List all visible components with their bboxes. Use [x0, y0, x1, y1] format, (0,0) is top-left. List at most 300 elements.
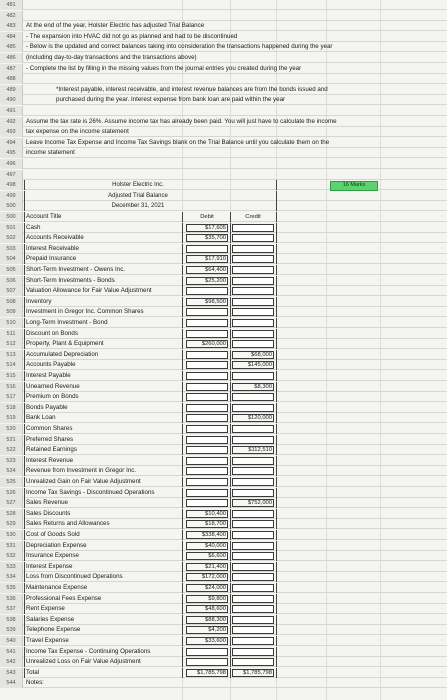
credit-input[interactable]	[232, 563, 274, 571]
sheet-row	[0, 254, 447, 264]
row-number[interactable]: 514	[0, 360, 23, 370]
debit-input[interactable]	[186, 245, 228, 253]
debit-input[interactable]	[186, 467, 228, 475]
account-title: Accumulated Depreciation	[26, 350, 99, 358]
sheet-row	[0, 498, 447, 508]
sheet-row	[0, 32, 447, 42]
debit-input[interactable]	[186, 287, 228, 295]
account-title: Unrealized Gain on Fair Value Adjustment	[26, 478, 141, 485]
debit-input[interactable]	[186, 425, 228, 433]
table-border	[24, 382, 25, 392]
row-number[interactable]: 539	[0, 625, 23, 635]
row-number[interactable]: 510	[0, 318, 23, 328]
table-border	[24, 223, 25, 233]
account-title: Professional Fees Expense	[26, 594, 102, 602]
table-border	[276, 191, 277, 201]
table-border	[230, 604, 231, 614]
table-border	[230, 647, 231, 657]
table-border	[230, 435, 231, 445]
row-number[interactable]: 543	[0, 668, 23, 678]
account-title: Interest Revenue	[26, 456, 74, 464]
debit-input[interactable]	[186, 414, 228, 422]
table-border	[24, 233, 25, 243]
credit-input[interactable]	[232, 393, 274, 401]
table-border	[24, 562, 25, 572]
instruction-text: purchased during the year. Interest expense from bank loan are paid within the year	[56, 96, 286, 104]
credit-input[interactable]	[232, 478, 274, 486]
debit-input[interactable]	[186, 393, 228, 401]
row-number[interactable]: 531	[0, 541, 23, 551]
credit-input[interactable]	[232, 584, 274, 592]
credit-input[interactable]	[232, 298, 274, 306]
sheet-row	[0, 148, 447, 158]
debit-input[interactable]	[186, 383, 228, 391]
credit-input[interactable]	[232, 531, 274, 539]
table-border	[230, 615, 231, 625]
account-title: Accounts Receivable	[26, 234, 84, 242]
debit-input[interactable]	[186, 330, 228, 338]
sheet-row	[0, 678, 447, 688]
table-border	[276, 276, 277, 286]
credit-input[interactable]	[232, 637, 274, 645]
sheet-row	[0, 180, 447, 190]
table-border	[230, 477, 231, 487]
table-border	[24, 466, 25, 476]
debit-value: $33,600	[205, 638, 226, 644]
debit-input[interactable]	[186, 351, 228, 359]
sheet-row	[0, 572, 447, 582]
account-title: Salaries Expense	[26, 615, 75, 623]
table-border	[276, 382, 277, 392]
credit-value: $8,300	[254, 383, 272, 390]
credit-input[interactable]	[232, 319, 274, 327]
row-number[interactable]: 536	[0, 594, 23, 604]
credit-input[interactable]	[232, 224, 274, 232]
account-title: Bank Loan	[26, 414, 56, 422]
row-number[interactable]: 541	[0, 647, 23, 657]
row-number[interactable]: 513	[0, 350, 23, 360]
table-border	[24, 392, 25, 402]
sheet-row	[0, 53, 447, 63]
table-border	[230, 583, 231, 593]
row-number[interactable]: 492	[0, 117, 23, 127]
table-border	[276, 509, 277, 519]
sheet-row	[0, 11, 447, 21]
row-number[interactable]: 488	[0, 74, 23, 84]
account-title: Cash	[26, 223, 41, 231]
credit-input[interactable]	[232, 648, 274, 656]
table-border	[182, 403, 183, 413]
credit-input[interactable]	[232, 552, 274, 560]
row-number[interactable]: 540	[0, 636, 23, 646]
table-border	[182, 392, 183, 402]
table-border	[276, 647, 277, 657]
credit-input[interactable]	[232, 287, 274, 295]
table-border	[182, 519, 183, 529]
table-border	[230, 339, 231, 349]
debit-value: $18,700	[205, 521, 226, 528]
table-border	[24, 339, 25, 349]
debit-input[interactable]	[186, 446, 228, 454]
table-border	[230, 233, 231, 243]
table-border	[182, 466, 183, 476]
table-border	[182, 265, 183, 275]
table-border	[276, 668, 277, 678]
credit-input[interactable]	[232, 255, 274, 263]
table-border	[230, 530, 231, 540]
row-number[interactable]: 484	[0, 32, 23, 42]
row-number[interactable]: 496	[0, 159, 23, 169]
table-border	[276, 604, 277, 614]
marks-badge: 16 Marks	[330, 181, 378, 191]
table-border	[276, 551, 277, 561]
row-number[interactable]: 523	[0, 456, 23, 466]
table-border	[276, 371, 277, 381]
account-title: Unrealized Loss on Fair Value Adjustment	[26, 658, 141, 666]
row-number[interactable]: 493	[0, 127, 23, 137]
credit-value: $120,000	[247, 415, 272, 422]
row-number[interactable]: 542	[0, 657, 23, 667]
debit-input[interactable]	[186, 319, 228, 327]
row-number[interactable]: 491	[0, 106, 23, 116]
account-title: Travel Expense	[26, 637, 69, 644]
account-title: Retained Earnings	[26, 446, 77, 454]
row-number[interactable]: 516	[0, 382, 23, 392]
sheet-row	[0, 329, 447, 339]
debit-value: $64,400	[205, 267, 226, 273]
table-border	[230, 562, 231, 572]
table-border	[276, 201, 277, 211]
account-title: Short-Term Investment - Owens Inc.	[26, 266, 126, 273]
table-border	[24, 551, 25, 561]
debit-value: $172,000	[201, 574, 226, 581]
debit-value: $260,000	[201, 341, 226, 348]
account-title: Long-Term Investment - Bond	[26, 319, 108, 326]
row-number[interactable]: 517	[0, 392, 23, 402]
table-border	[24, 615, 25, 625]
table-border	[276, 456, 277, 466]
row-number[interactable]: 515	[0, 371, 23, 381]
table-border	[182, 297, 183, 307]
row-number[interactable]: 512	[0, 339, 23, 349]
debit-value: $10,400	[205, 510, 226, 517]
table-border	[230, 244, 231, 254]
row-number[interactable]: 487	[0, 64, 23, 74]
account-title: Interest Expense	[26, 562, 73, 570]
row-number[interactable]: 519	[0, 413, 23, 423]
row-number[interactable]: 481	[0, 0, 23, 10]
credit-input[interactable]	[232, 467, 274, 475]
credit-input[interactable]	[232, 266, 274, 274]
sheet-row	[0, 604, 447, 614]
sheet-row	[0, 286, 447, 296]
row-number[interactable]: 511	[0, 329, 23, 339]
sheet-row	[0, 594, 447, 604]
credit-value: $68,000	[251, 351, 272, 358]
row-number[interactable]: 500	[0, 212, 23, 222]
row-number[interactable]: 482	[0, 11, 23, 21]
table-border	[230, 488, 231, 498]
credit-input[interactable]	[232, 658, 274, 666]
table-border	[182, 329, 183, 339]
table-border	[230, 625, 231, 635]
table-border	[230, 329, 231, 339]
row-number[interactable]: 518	[0, 403, 23, 413]
credit-value: $145,000	[247, 362, 272, 369]
table-border	[276, 350, 277, 360]
table-border	[182, 668, 183, 678]
table-border	[230, 424, 231, 434]
table-border	[24, 583, 25, 593]
row-number[interactable]: 497	[0, 170, 23, 180]
debit-value: $24,000	[205, 585, 226, 591]
table-border	[182, 413, 183, 423]
table-border	[24, 244, 25, 254]
table-border	[24, 254, 25, 264]
table-border	[182, 276, 183, 286]
table-border	[182, 625, 183, 635]
table-border	[230, 445, 231, 455]
row-number[interactable]: 509	[0, 307, 23, 317]
table-border	[276, 265, 277, 275]
row-number[interactable]: 483	[0, 21, 23, 31]
table-border	[230, 350, 231, 360]
sheet-row	[0, 413, 447, 423]
table-border	[276, 519, 277, 529]
table-border	[230, 318, 231, 328]
table-border	[24, 488, 25, 498]
table-border	[24, 371, 25, 381]
row-number[interactable]: 498	[0, 180, 23, 190]
instruction-text: tax expense on the income statement	[26, 128, 129, 136]
row-number[interactable]: 520	[0, 424, 23, 434]
debit-input[interactable]	[186, 457, 228, 465]
debit-value: $17,910	[205, 256, 226, 263]
account-title: Rent Expense	[26, 605, 65, 613]
column-header-account: Account Title	[26, 213, 62, 220]
credit-input[interactable]	[232, 330, 274, 338]
account-title: Property, Plant & Equipment	[26, 340, 104, 348]
credit-input[interactable]	[232, 277, 274, 285]
table-border	[230, 668, 231, 678]
row-number[interactable]: 526	[0, 488, 23, 498]
table-border	[230, 371, 231, 381]
row-number[interactable]: 525	[0, 477, 23, 487]
credit-input[interactable]	[232, 573, 274, 581]
table-border	[182, 530, 183, 540]
table-border	[230, 276, 231, 286]
debit-input[interactable]	[186, 372, 228, 380]
table-border	[24, 276, 25, 286]
sheet-row	[0, 339, 447, 349]
row-number[interactable]: 501	[0, 223, 23, 233]
row-number[interactable]: 534	[0, 572, 23, 582]
row-number[interactable]: 502	[0, 233, 23, 243]
row-number[interactable]: 503	[0, 244, 23, 254]
table-border	[276, 392, 277, 402]
table-border	[182, 477, 183, 487]
sheet-row	[0, 191, 447, 201]
table-border	[230, 403, 231, 413]
sheet-row	[0, 541, 447, 551]
table-border	[182, 254, 183, 264]
credit-value: $752,000	[247, 500, 272, 507]
credit-input[interactable]	[232, 489, 274, 497]
table-border	[230, 519, 231, 529]
table-border	[182, 307, 183, 317]
account-title: Sales Discounts	[26, 509, 71, 517]
table-border	[276, 297, 277, 307]
table-border	[230, 551, 231, 561]
credit-input[interactable]	[232, 340, 274, 348]
credit-input[interactable]	[232, 595, 274, 603]
debit-input[interactable]	[186, 648, 228, 656]
sheet-row	[0, 668, 447, 678]
sheet-row	[0, 265, 447, 275]
debit-value: $35,700	[205, 235, 226, 242]
column-header-credit: Credit	[245, 214, 261, 220]
table-border	[24, 329, 25, 339]
credit-input[interactable]	[232, 234, 274, 242]
row-number[interactable]: 530	[0, 530, 23, 540]
table-border	[230, 392, 231, 402]
sheet-row	[0, 64, 447, 74]
credit-input[interactable]	[232, 626, 274, 634]
debit-input[interactable]	[186, 499, 228, 507]
account-title: Discount on Bonds	[26, 329, 78, 337]
debit-value: $21,400	[205, 563, 226, 570]
debit-input[interactable]	[186, 489, 228, 497]
row-number[interactable]: 507	[0, 286, 23, 296]
row-number[interactable]: 508	[0, 297, 23, 307]
sheet-row	[0, 212, 447, 222]
table-border	[24, 530, 25, 540]
table-border	[24, 636, 25, 646]
account-title: Revenue from Investment in Gregor Inc.	[26, 467, 137, 475]
row-number[interactable]: 532	[0, 551, 23, 561]
table-border	[24, 445, 25, 455]
row-number[interactable]: 506	[0, 276, 23, 286]
table-border	[182, 371, 183, 381]
row-number[interactable]: 527	[0, 498, 23, 508]
table-border	[276, 541, 277, 551]
statement-title: Adjusted Trial Balance	[108, 192, 168, 199]
table-border	[24, 519, 25, 529]
credit-input[interactable]	[232, 372, 274, 380]
table-border	[230, 360, 231, 370]
table-border	[276, 413, 277, 423]
credit-input[interactable]	[232, 404, 274, 412]
sheet-row	[0, 625, 447, 635]
table-border	[24, 413, 25, 423]
row-number[interactable]: 537	[0, 604, 23, 614]
debit-value: $6,600	[208, 553, 226, 560]
sheet-row	[0, 562, 447, 572]
table-border	[182, 212, 183, 222]
instruction-text: - The expansion into HVAC did not go as planned and had to be discontinued	[26, 32, 238, 40]
debit-input[interactable]	[186, 658, 228, 666]
account-title: Sales Revenue	[26, 499, 68, 507]
row-number[interactable]: 504	[0, 254, 23, 264]
credit-input[interactable]	[232, 542, 274, 550]
row-number[interactable]: 499	[0, 191, 23, 201]
row-number[interactable]: 535	[0, 583, 23, 593]
account-title: Valuation Allowance for Fair Value Adjustment	[26, 287, 152, 295]
account-title: Investment in Gregor Inc. Common Shares	[26, 308, 144, 316]
sheet-row	[0, 297, 447, 307]
debit-input[interactable]	[186, 361, 228, 369]
table-border	[182, 583, 183, 593]
table-border	[276, 583, 277, 593]
debit-input[interactable]	[186, 308, 228, 316]
account-title: Cost of Goods Sold	[26, 531, 80, 538]
table-border	[182, 286, 183, 296]
account-title: Bonds Payable	[26, 403, 68, 411]
row-number[interactable]: 521	[0, 435, 23, 445]
row-number[interactable]: 528	[0, 509, 23, 519]
credit-input[interactable]	[232, 605, 274, 613]
row-number[interactable]: 529	[0, 519, 23, 529]
sheet-row	[0, 350, 447, 360]
account-title: Income Tax Savings - Discontinued Operations	[26, 488, 155, 496]
row-number[interactable]: 486	[0, 53, 23, 63]
sheet-row	[0, 117, 447, 127]
table-border	[276, 435, 277, 445]
row-number[interactable]: 524	[0, 466, 23, 476]
table-border	[182, 657, 183, 667]
credit-input[interactable]	[232, 436, 274, 444]
row-number[interactable]: 522	[0, 445, 23, 455]
statement-date: December 31, 2021	[111, 203, 165, 210]
row-number[interactable]: 544	[0, 678, 23, 688]
debit-value: $88,300	[205, 616, 226, 623]
debit-input[interactable]	[186, 436, 228, 444]
account-title: Income Tax Expense - Continuing Operations	[26, 647, 151, 655]
table-border	[276, 318, 277, 328]
table-border	[182, 435, 183, 445]
sheet-row	[0, 42, 447, 52]
debit-value: $25,200	[205, 277, 226, 284]
sheet-row	[0, 307, 447, 317]
row-number[interactable]: 485	[0, 42, 23, 52]
credit-input[interactable]	[232, 616, 274, 624]
table-border	[182, 647, 183, 657]
credit-input[interactable]	[232, 308, 274, 316]
row-number[interactable]: 495	[0, 148, 23, 158]
row-number[interactable]: 533	[0, 562, 23, 572]
credit-input[interactable]	[232, 457, 274, 465]
credit-input[interactable]	[232, 425, 274, 433]
credit-input[interactable]	[232, 510, 274, 518]
row-number[interactable]: 505	[0, 265, 23, 275]
table-border	[230, 594, 231, 604]
credit-input[interactable]	[232, 520, 274, 528]
table-border	[276, 223, 277, 233]
row-number[interactable]: 489	[0, 85, 23, 95]
row-number[interactable]: 500	[0, 201, 23, 211]
debit-input[interactable]	[186, 404, 228, 412]
column-header-debit: Debit	[200, 214, 214, 220]
table-border	[276, 180, 277, 190]
table-border	[182, 339, 183, 349]
row-number[interactable]: 490	[0, 95, 23, 105]
table-border	[24, 360, 25, 370]
row-number[interactable]: 538	[0, 615, 23, 625]
table-border	[276, 636, 277, 646]
credit-input[interactable]	[232, 245, 274, 253]
row-number[interactable]: 494	[0, 138, 23, 148]
debit-input[interactable]	[186, 478, 228, 486]
